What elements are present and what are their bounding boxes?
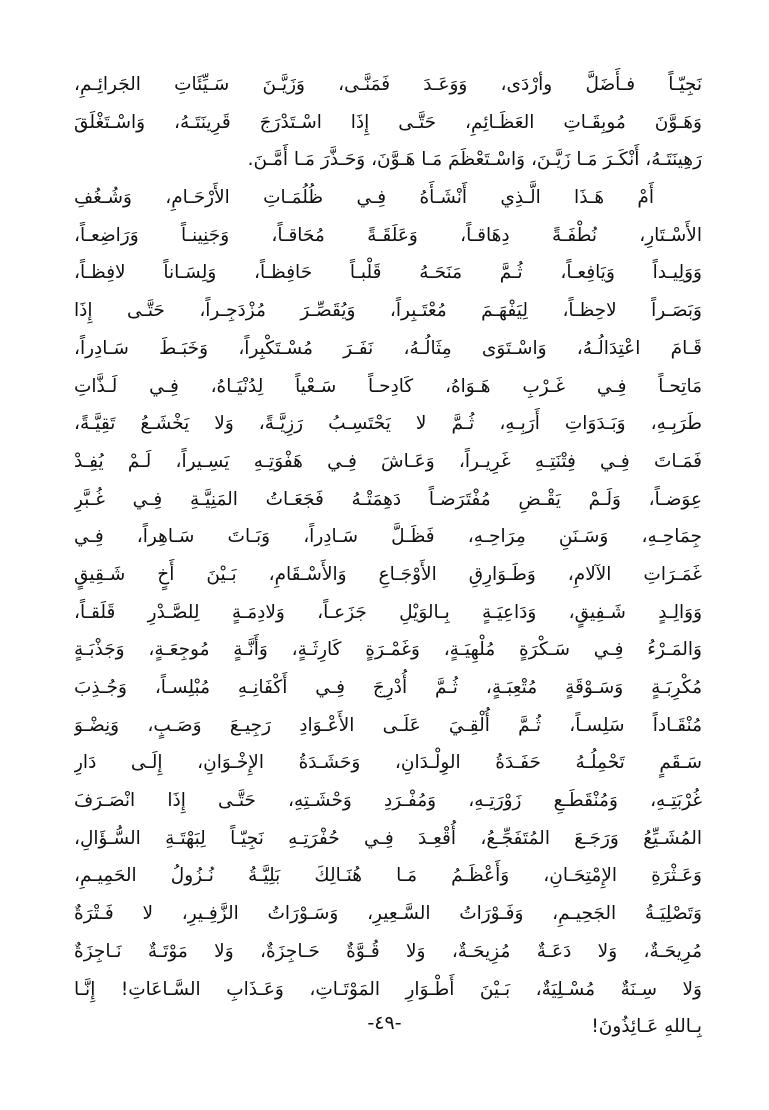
- text-line: عِوَضـاً، وَلَـمْ يَقْـضِ مُفْتَرَضـاً دَهِمَتْـهُ فَجَعَـاتُ المَنِيَّـةِ فِـي غُـبَّرِ: [74, 488, 702, 510]
- text-line: نَجِيّـاً فـأَضَلَّ وأرْدَى، وَوَعَـدَ فَمَنَّـى، وَزَيَّـنَ سَـيِّئَاتِ الجَرائِـمِ،: [74, 74, 702, 95]
- paragraph-2: [74, 179, 702, 1046]
- text-line: غَمَـرَاتِ الآلامِ، وَطَـوَارِقِ الأَوْجَـاعِ وَالأَسْـقَامِ، بَـيْنَ أَخٍ شَـقِيقٍ: [74, 563, 702, 585]
- text-line: المُشَـيِّعُ وَرَجَـعَ المُتَفَجِّـعُ، أُقْعِـدَ فِـي حُفْرَتِـهِ نَجِيّـاً لِبَهْتَـةِ السُّـؤَالِ،: [74, 827, 702, 849]
- text-line: قَـامَ اعْتِدَالُـهُ، وَاسْـتَوَى مِثَالُـهُ، نَفَـرَ مُسْـتَكْبِراً، وَخَبَـطَ سَـادِراً،: [74, 337, 702, 359]
- paragraph-1: [74, 66, 702, 179]
- text-line: وَهَـوَّنَ مُوبِقَـاتِ العَظَـائِمِ، حَتَّـى إِذَا اسْـتَدْرَجَ قَرِينَتَـهُ، وَاسْـتَغْلَقَ: [74, 111, 702, 133]
- text-line: أَمْ هَـذَا الَّـذِي أَنْشَـأَهُ فِـي ظُلُمَـاتِ الأَرْحَـامِ، وَشُـغُفِ: [74, 187, 654, 209]
- text-line: الأَسْـتَارِ، نُطْفَـةً دِهَاقـاً، وَعَلَقَـةً مُحَاقـاً، وَجَنِينـاً وَرَاضِعـاً،: [74, 224, 702, 246]
- text-line: فَمَـاتَ فِـي فِتْنَتِـهِ غَرِيـراً، وَعَـاشَ فِـي هَفْوَتِـهِ يَسِـيراً، لَـمْ يُفِـدْ: [74, 450, 702, 472]
- text-line: غُرْبَتِـهِ، وَمُنْقَطَـعِ زَوْرَتِـهِ، وَمُفْـرَدِ وَحْشَـتِهِ، حَتَّـى إِذَا انْصَـرَفَ: [74, 790, 702, 812]
- text-line: مَاتِحـاً فِـي غَـرْبِ هَـوَاهُ، كَادِحـاً سَـعْياً لِدُنْيَـاهُ، فِـي لَـذَّاتِ: [74, 375, 702, 397]
- text-line: رَهِينَتَـهُ، أَنْكَـرَ مَـا زَيَّـنَ، وَاسْـتَعْظَمَ مَـا هَـوَّنَ، وَحَـذَّرَ مَـا أَمَّـنَ.: [247, 149, 702, 171]
- text-line: وَالمَـرْءُ فِـي سَـكْرَةٍ مُلْهِيَـةٍ، وَغَمْـرَةٍ كَارِثَـةٍ، وَأَنَّـةٍ مُوجِعَـةٍ، وَجَذْبَـةٍ: [74, 639, 702, 661]
- text-line: جِمَاحِـهِ، وَسَـنَنِ مِرَاحِـهِ، فَظَـلَّ سَـادِراً، وَبَـاتَ سَـاهِراً، فِـي: [74, 526, 702, 548]
- text-line: مُرِيحَـةٌ، وَلا دَعَـةٌ مُزِيحَـةٌ، وَلا قُـوَّةٌ حَـاجِزَةٌ، وَلا مَوْتَـةٌ نَـاجِزَةٌ: [74, 940, 702, 962]
- text-line: طَرَبِـهِ، وَبَـدَوَاتِ أَرَبِـهِ، ثُـمَّ لا يَحْتَسِـبُ رَزِيَّـةً، وَلا يَخْشَـعُ تَقِيَّـةً،: [74, 413, 702, 435]
- text-line: مُكْرِبَـةٍ وَسَـوْقَةٍ مُتْعِبَـةٍ، ثُـمَّ أُدْرِجَ فِـي أَكْفَانِـهِ مُبْلِسـاً، وَجُـذِبَ: [74, 677, 702, 698]
- text-line: وَتَصْلِيَـةُ الجَحِيـمِ، وَفَـوْرَاتُ السَّـعِيرِ، وَسَـوْرَاتُ الزَّفِـيرِ، لا فَـتْرَةٌ: [74, 903, 702, 925]
- text-line: مُنْقَـاداً سَلِسـاً، ثُـمَّ أُلْقِـيَ عَلَـى الأَعْـوَادِ رَجِيـعَ وَصَـبٍ، وَنِضْـوَ: [74, 714, 702, 736]
- text-line: سَـقَمٍ تَحْمِلُـهُ حَفَـدَةُ الوِلْـدَانِ، وَحَشَـدَةُ الإِخْـوَانِ، إِلَـى دَارِ: [74, 752, 702, 774]
- text-line: وَبَصَـراً لاحِظـاً، لِيَفْهَـمَ مُعْتَـبِراً، وَيُقَصِّـرَ مُزْدَجِـراً، حَتَّـى إِذَا: [74, 300, 702, 322]
- body-text: [74, 66, 702, 1046]
- text-line: بِـاللهِ عَـائِذُونَ!: [591, 1016, 702, 1038]
- text-line: وَوَلِيـداً وَيَافِعـاً، ثُـمَّ مَنَحَـهُ قَلْبـاً حَافِظـاً، وَلِسَـاناً لافِظـاً،: [74, 262, 702, 284]
- text-line: وَعَـثْرَةِ الإِمْتِحَـانِ، وَأَعْظَـمُ مَـا هُنَـالِكَ بَلِيَّـةُ نُـزُولُ الحَمِيـمِ،: [74, 865, 702, 887]
- text-line: وَوَالِـدٍ شَـفِيقٍ، وَدَاعِيَـةٍ بِـالوَيْلِ جَزَعـاً، وَلادِمَـةٍ لِلصَّـدْرِ قَلَقـاً،: [74, 601, 702, 623]
- text-line: وَلا سِـنَةٌ مُسْـلِيَةٌ، بَـيْنَ أَطْـوَارِ المَوْتَـاتِ، وَعَـذَابِ السَّـاعَاتِ! إِنَّـا: [74, 978, 702, 1000]
- page-number: -٤٩-: [367, 1012, 402, 1034]
